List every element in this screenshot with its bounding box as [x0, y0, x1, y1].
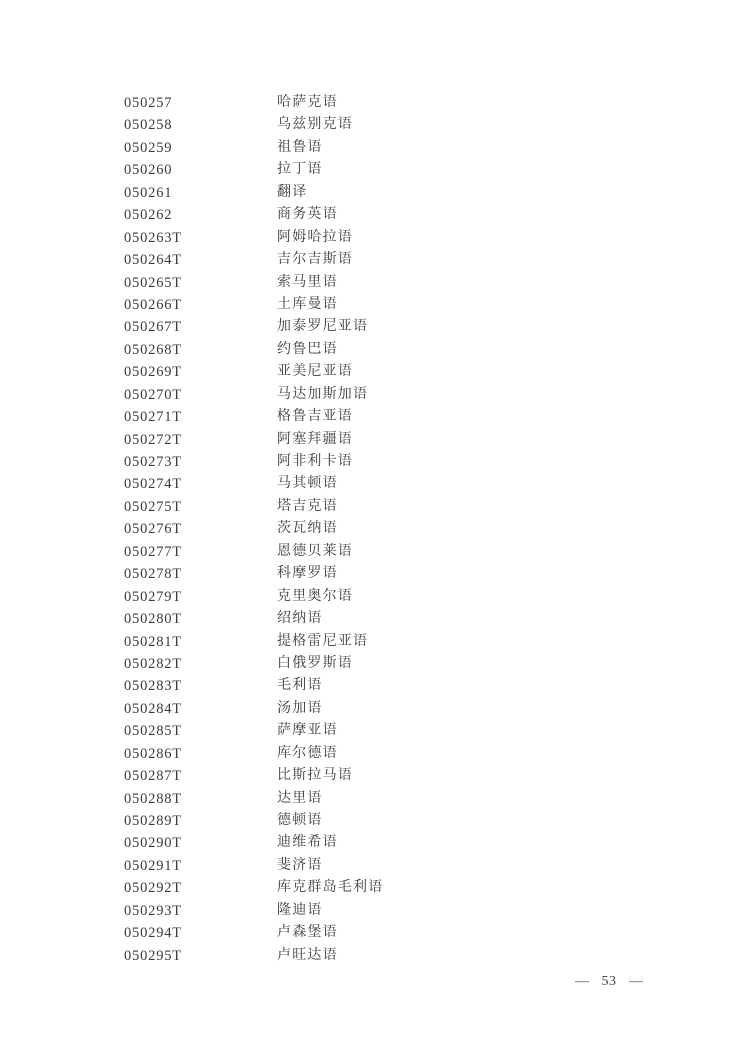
major-code: 050258: [124, 117, 173, 134]
major-code: 050294T: [124, 925, 182, 942]
major-name: 哈萨克语: [277, 95, 338, 110]
major-code: 050285T: [124, 723, 182, 740]
table-row: [0, 788, 750, 810]
major-code: 050281T: [124, 633, 182, 650]
table-row: [0, 945, 750, 967]
table-row: [0, 900, 750, 922]
major-code: 050288T: [124, 790, 182, 807]
major-name: 翻译: [277, 184, 308, 200]
table-row: [0, 339, 750, 361]
major-name: 比斯拉马语: [277, 768, 353, 784]
major-name: 科摩罗语: [277, 566, 338, 582]
major-name: 克里奥尔语: [277, 588, 353, 604]
table-row: [0, 137, 750, 159]
table-row: [0, 227, 750, 249]
major-code: 050282T: [124, 655, 182, 672]
major-name: 祖鲁语: [277, 139, 323, 155]
table-row: [0, 429, 750, 451]
table-row: [0, 114, 750, 136]
major-code: 050276T: [124, 521, 182, 538]
major-code: 050272T: [124, 431, 182, 448]
major-name: 恩德贝莱语: [277, 543, 353, 559]
table-row: [0, 384, 750, 406]
major-code: 050266T: [124, 296, 182, 313]
major-code: 050280T: [124, 611, 182, 628]
major-code: 050286T: [124, 745, 182, 762]
major-name: 白俄罗斯语: [277, 655, 353, 671]
major-name: 格鲁吉亚语: [277, 409, 353, 425]
major-code: 050279T: [124, 588, 182, 605]
major-code: 050289T: [124, 813, 182, 829]
major-code: 050284T: [124, 700, 182, 717]
table-row: [0, 204, 750, 226]
table-row: [0, 832, 750, 854]
major-code: 050293T: [124, 902, 182, 919]
major-code: 050268T: [124, 341, 182, 358]
major-code: 050277T: [124, 543, 182, 560]
table-row: [0, 294, 750, 316]
major-code-list: [0, 92, 750, 967]
major-name: 库尔德语: [277, 745, 338, 761]
table-row: [0, 182, 750, 204]
major-code: 050292T: [124, 880, 182, 897]
major-code: 050261: [124, 184, 173, 201]
table-row: [0, 877, 750, 899]
major-code: 050291T: [124, 857, 182, 874]
major-name: 亚美尼亚语: [277, 364, 353, 380]
major-name: 提格雷尼亚语: [277, 633, 369, 649]
table-row: [0, 406, 750, 428]
major-name: 茨瓦纳语: [277, 521, 338, 537]
major-name: 达里语: [277, 790, 323, 806]
major-name: 隆迪语: [277, 902, 323, 918]
major-name: 土库曼语: [277, 296, 338, 312]
major-name: 加泰罗尼亚语: [277, 319, 369, 335]
table-row: [0, 653, 750, 675]
major-name: 商务英语: [277, 207, 338, 223]
major-name: 绍纳语: [277, 611, 323, 627]
major-name: 萨摩亚语: [277, 723, 338, 739]
major-name: 库克群岛毛利语: [277, 880, 384, 896]
major-name: 塔吉克语: [277, 498, 338, 514]
major-name: 马其顿语: [277, 476, 338, 492]
table-row: [0, 810, 750, 832]
major-name: 斐济语: [277, 857, 323, 873]
table-row: [0, 159, 750, 181]
major-code: 050267T: [124, 319, 182, 336]
table-row: [0, 631, 750, 653]
major-name: 吉尔吉斯语: [277, 252, 353, 268]
page-number-right-dash: —: [629, 974, 643, 989]
table-row: [0, 249, 750, 271]
major-code: 050275T: [124, 498, 182, 515]
table-row: [0, 541, 750, 563]
page-number-left-dash: —: [575, 974, 589, 989]
major-name: 马达加斯加语: [277, 386, 369, 402]
table-row: [0, 451, 750, 473]
major-name: 约鲁巴语: [277, 341, 338, 357]
major-code: 050287T: [124, 768, 182, 785]
table-row: [0, 563, 750, 585]
table-row: [0, 675, 750, 697]
table-row: [0, 92, 750, 114]
table-row: [0, 922, 750, 944]
major-code: 050269T: [124, 364, 182, 381]
major-code: 050278T: [124, 566, 182, 583]
page-number-value: 53: [601, 974, 617, 989]
major-name: 德顿语: [277, 813, 323, 828]
major-name: 毛利语: [277, 678, 323, 694]
table-row: [0, 496, 750, 518]
major-code: 050264T: [124, 252, 182, 269]
major-name: 迪维希语: [277, 835, 338, 851]
major-code: 050259: [124, 139, 173, 156]
table-row: [0, 855, 750, 877]
table-row: [0, 518, 750, 540]
table-row: [0, 272, 750, 294]
table-row: [0, 743, 750, 765]
major-name: 阿塞拜疆语: [277, 431, 353, 447]
major-code: 050273T: [124, 454, 182, 470]
major-name: 卢森堡语: [277, 925, 338, 941]
major-code: 050274T: [124, 476, 182, 493]
major-code: 050265T: [124, 274, 182, 291]
major-code: 050263T: [124, 229, 182, 246]
major-code: 050290T: [124, 835, 182, 852]
major-code: 050271T: [124, 409, 182, 426]
table-row: [0, 361, 750, 383]
table-row: [0, 608, 750, 630]
major-name: 阿非利卡语: [277, 454, 353, 469]
major-name: 汤加语: [277, 700, 323, 716]
page-number: [575, 974, 643, 990]
table-row: [0, 586, 750, 608]
major-code: 050295T: [124, 947, 182, 964]
major-code: 050270T: [124, 386, 182, 403]
major-name: 卢旺达语: [277, 947, 338, 963]
major-name: 乌兹别克语: [277, 117, 353, 133]
major-code: 050262: [124, 207, 173, 224]
major-code: 050283T: [124, 678, 182, 695]
major-name: 拉丁语: [277, 162, 323, 178]
major-code: 050257: [124, 95, 173, 111]
table-row: [0, 765, 750, 787]
table-row: [0, 316, 750, 338]
table-row: [0, 720, 750, 742]
table-row: [0, 698, 750, 720]
table-row: [0, 473, 750, 495]
major-code: 050260: [124, 162, 173, 179]
major-name: 索马里语: [277, 274, 338, 290]
major-name: 阿姆哈拉语: [277, 229, 353, 245]
